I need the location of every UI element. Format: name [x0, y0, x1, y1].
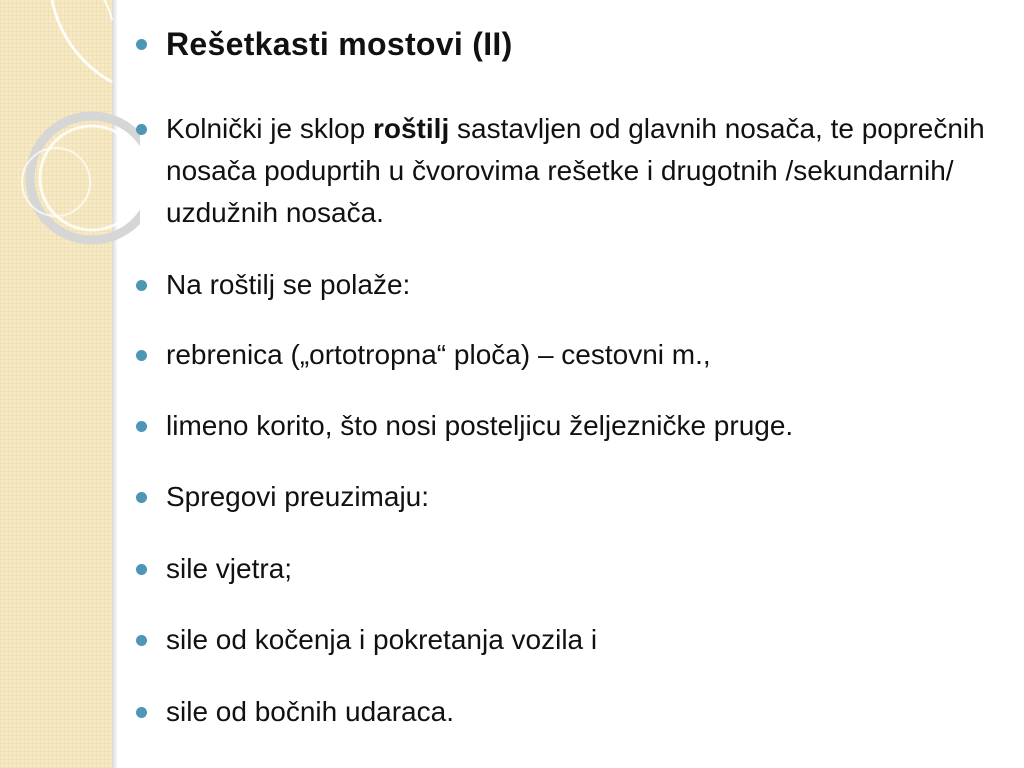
bullet-icon — [136, 492, 147, 503]
bullet-text: Na roštilj se polaže: — [166, 269, 411, 300]
bullet-item — [132, 476, 992, 518]
bullet-text: sile od bočnih udaraca. — [166, 696, 454, 727]
slide-title: Rešetkasti mostovi (II) — [166, 26, 513, 62]
decorative-side-band — [0, 0, 112, 768]
bullet-item — [132, 691, 992, 733]
slide-title-item — [132, 23, 992, 67]
bullet-item — [132, 264, 992, 306]
paragraph-text-after: sastavljen od glavnih nosača, te poprečnih nosača poduprtih u čvorovima rešetke i drugotnih /sekundarnih/ uzdužnih nosača. — [166, 113, 985, 228]
bullet-item — [132, 619, 992, 661]
bullet-icon — [136, 635, 147, 646]
bullet-icon — [136, 280, 147, 291]
bullet-icon — [136, 564, 147, 575]
bullet-icon — [136, 350, 147, 361]
side-band-shadow — [112, 0, 118, 768]
bullet-paragraph-grillage — [132, 108, 992, 234]
paragraph-text-before: Kolnički je sklop — [166, 113, 373, 144]
bullet-item — [132, 334, 992, 376]
bullet-item — [132, 405, 992, 447]
paragraph-text-bold: roštilj — [372, 113, 450, 144]
bullet-icon — [136, 707, 147, 718]
bullet-text: sile od kočenja i pokretanja vozila i — [166, 624, 598, 655]
bullet-icon — [136, 421, 147, 432]
bullet-icon — [136, 124, 147, 135]
bullet-item — [132, 548, 992, 590]
bullet-text: rebrenica („ortotropna“ ploča) – cestovni m., — [166, 339, 711, 370]
bullet-icon — [136, 39, 147, 50]
bullet-text: sile vjetra; — [166, 553, 293, 584]
bullet-text: limeno korito, što nosi posteljicu željezničke pruge. — [166, 410, 794, 441]
bullet-text: Spregovi preuzimaju: — [166, 481, 430, 512]
